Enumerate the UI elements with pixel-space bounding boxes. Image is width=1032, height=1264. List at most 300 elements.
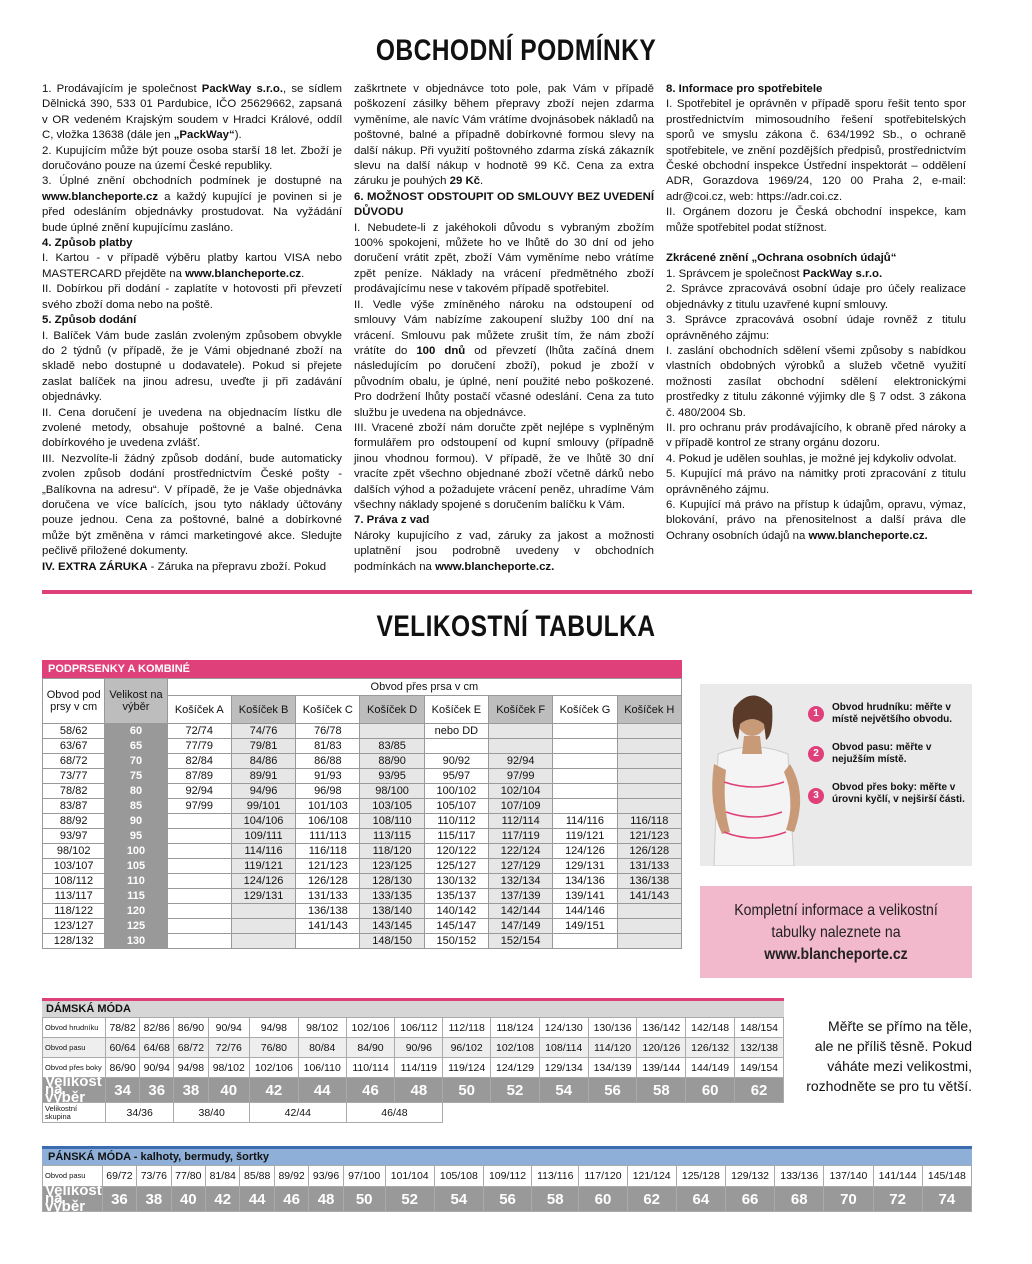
group-empty (491, 1103, 540, 1123)
cup-size-cell: 131/133 (296, 889, 360, 904)
caption-waist: Obvod pasu: měřte v nejužším místě. (832, 742, 932, 765)
cup-size-cell: 123/125 (360, 859, 424, 874)
caption-hips: Obvod přes boky: měřte v úrovni kyčlí, v nejširší části. (832, 782, 965, 805)
chest-cell: 78/82 (106, 1018, 140, 1038)
chest-cell: 94/98 (250, 1018, 299, 1038)
women-size-label: Velikost na výběr (43, 1078, 106, 1103)
chest-cell: 86/90 (174, 1018, 208, 1038)
waist-cell: 114/120 (588, 1038, 637, 1058)
underbust-cell: 103/107 (43, 859, 105, 874)
group-empty (735, 1103, 784, 1123)
note-line-3: váháte mezi velikostmi, (827, 1058, 972, 1074)
note-line-1: Měřte se přímo na těle, (828, 1018, 972, 1034)
size-cell: 120 (105, 904, 167, 919)
cup-size-cell: 97/99 (167, 799, 231, 814)
cup-size-cell (296, 934, 360, 949)
women-size-cell: 50 (443, 1078, 491, 1103)
women-size-cell: 36 (140, 1078, 174, 1103)
group-empty (588, 1103, 637, 1123)
measurement-figure (700, 684, 972, 866)
men-size-cell: 68 (775, 1187, 824, 1212)
cup-size-cell: 139/141 (553, 889, 617, 904)
waist-cell: 80/84 (298, 1038, 346, 1058)
cup-size-cell: 121/123 (617, 829, 681, 844)
hips-cell: 114/119 (395, 1058, 443, 1078)
col1-paragraph: 2. Kupujícím může být pouze osoba starší 18 let. Zboží je doručováno pouze na území České republiky. (42, 144, 342, 173)
cup-size-cell (231, 919, 295, 934)
col2-paragraph: Nároky kupujícího z vad, záruky za jakost a možnosti uplatnění jsou podrobně uvedeny v obchodních podmínkách na www.blancheporte.cz. (354, 529, 654, 573)
col2-paragraph: II. Vedle výše zmíněného nároku na odstoupení od smlouvy Vám nabízíme zakoupení služby 100 dní na vrácení. Smlouvu pak můžete zrušit tím, že nám zboží vrátíte do 100 dnů od převzetí (lhůta začíná dnem následujícím po doručení zboží), pokud je zboží v původním obalu, je úplné, není použité nebo poškozené. Pro dodržení lhůty postačí včasné odeslání. Cena za tuto službu je uvedena na objednávce. (354, 298, 655, 419)
bra-section-header: PODPRSENKY A KOMBINÉ (42, 660, 682, 678)
col3-paragraph (666, 236, 966, 251)
cup-header: Košíček H (617, 696, 681, 724)
waist-cell: 68/72 (174, 1038, 208, 1058)
note-line-2: ale ne příliš těsně. Pokud (814, 1038, 972, 1054)
cup-size-cell: 93/95 (360, 769, 424, 784)
cup-size-cell (553, 784, 617, 799)
cup-size-cell: 121/123 (296, 859, 360, 874)
col3-paragraph: 3. Správce zpracovává osobní údaje rovněž z titulu oprávněného zájmu: (666, 314, 966, 342)
underbust-cell: 93/97 (43, 829, 105, 844)
men-waist-cell: 125/128 (676, 1166, 725, 1187)
col2-paragraph: III. Vracené zboží nám doručte zpět nejlépe s vyplněným formulářem pro odstoupení od kupní smlouvy (případně jinou vhodnou formou). V případě, že ve lhůtě 30 dní vracíte zpět všechno objednané zboží včetně dárků nebo dalších výhod a požadujete vrácení peněz, uhradíme Vám všechny náklady spojené s doručením balíčku k Vám. (354, 421, 654, 511)
cup-size-cell: 138/140 (360, 904, 424, 919)
size-cell: 100 (105, 844, 167, 859)
women-size-cell: 46 (346, 1078, 395, 1103)
cup-size-cell: 119/121 (231, 859, 295, 874)
cup-size-cell: 72/74 (167, 724, 231, 739)
cup-size-cell (167, 814, 231, 829)
women-size-cell: 48 (395, 1078, 443, 1103)
hips-cell: 134/139 (588, 1058, 637, 1078)
cup-size-cell (360, 724, 424, 739)
chest-cell: 142/148 (686, 1018, 735, 1038)
waist-label: Obvod pasu (43, 1038, 106, 1058)
waist-cell: 60/64 (106, 1038, 140, 1058)
men-waist-cell: 89/92 (274, 1166, 308, 1187)
col2-paragraph: 7. Práva z vad (354, 514, 430, 527)
underbust-cell: 88/92 (43, 814, 105, 829)
men-waist-cell: 97/100 (343, 1166, 385, 1187)
cup-size-cell: 135/137 (424, 889, 488, 904)
chest-cell: 102/106 (346, 1018, 395, 1038)
cup-size-cell: 90/92 (424, 754, 488, 769)
cup-size-cell: 119/121 (553, 829, 617, 844)
cup-size-cell: 81/83 (296, 739, 360, 754)
header-velikost: Velikost na výběr (105, 679, 167, 724)
col3-paragraph: II. pro ochranu práv prodávajícího, k obraně před nároky a v případě kontrol ze strany orgánu dozoru. (666, 421, 966, 450)
terms-column-1 (42, 82, 342, 575)
group-empty (637, 1103, 686, 1123)
chest-cell: 90/94 (208, 1018, 249, 1038)
men-waist-cell: 69/72 (102, 1166, 136, 1187)
cup-size-cell: 76/78 (296, 724, 360, 739)
underbust-cell: 78/82 (43, 784, 105, 799)
underbust-cell: 63/67 (43, 739, 105, 754)
size-cell: 80 (105, 784, 167, 799)
men-size-cell: 70 (824, 1187, 873, 1212)
cup-size-cell: nebo DD (424, 724, 488, 739)
cup-size-cell: 105/107 (424, 799, 488, 814)
cup-size-cell (617, 784, 681, 799)
women-size-cell: 54 (539, 1078, 588, 1103)
col2-paragraph: zaškrtnete v objednávce toto pole, pak Vám v případě poškození zásilky během přepravy zboží nejen zdarma vyměníme, ale navíc Vám vrátíme dvojnásobek nákladů na poštovné, balné a případně dobírkovné formou slevy na další nákup. Při využití poštovného zdarma získá zákazník slevu na další nákup v hodnotě 99 Kč. Cena za extra záruku je pouhých 29 Kč. (354, 83, 654, 188)
cup-size-cell (167, 859, 231, 874)
cup-size-cell: 98/100 (360, 784, 424, 799)
cup-size-cell (231, 934, 295, 949)
col1-paragraph: 4. Způsob platby (42, 237, 133, 250)
terms-column-3 (666, 82, 966, 544)
size-table-title: VELIKOSTNÍ TABULKA (376, 610, 656, 643)
men-size-cell: 72 (873, 1187, 922, 1212)
men-waist-cell: 121/124 (627, 1166, 676, 1187)
group-label: Velikostní skupina (43, 1103, 106, 1123)
chest-label: Obvod hrudníku (43, 1018, 106, 1038)
cup-size-cell: 82/84 (167, 754, 231, 769)
waist-cell: 102/108 (491, 1038, 540, 1058)
col1-paragraph: 5. Způsob dodání (42, 314, 137, 327)
men-waist-cell: 81/84 (206, 1166, 240, 1187)
cup-size-cell: 96/98 (296, 784, 360, 799)
cup-size-cell: 134/136 (553, 874, 617, 889)
cup-size-cell: 115/117 (424, 829, 488, 844)
cup-size-cell: 140/142 (424, 904, 488, 919)
cup-header: Košíček A (167, 696, 231, 724)
underbust-cell: 118/122 (43, 904, 105, 919)
cup-size-cell (167, 874, 231, 889)
col1-paragraph: I. Balíček Vám bude zaslán zvoleným způsobem obvykle do 2 týdnů (v případě, že je Vámi objednané zboží na skladě nebo dostupné u dodavatele). Pokud si přejete zaslat balíček na jinou adresu, uveďte ji při zadávání objednávky. (42, 329, 342, 404)
cup-size-cell: 137/139 (489, 889, 553, 904)
women-size-cell: 42 (250, 1078, 299, 1103)
cup-size-cell: 111/113 (296, 829, 360, 844)
men-size-cell: 58 (532, 1187, 579, 1212)
hips-cell: 102/106 (250, 1058, 299, 1078)
info-line-1: Kompletní informace a velikostní (734, 902, 938, 919)
cup-size-cell: 97/99 (489, 769, 553, 784)
cup-size-cell (489, 739, 553, 754)
group-cell: 46/48 (346, 1103, 443, 1123)
hips-cell: 98/102 (208, 1058, 249, 1078)
cup-size-cell (167, 829, 231, 844)
col1-paragraph: I. Kartou - v případě výběru platby kartou VISA nebo MASTERCARD přejděte na www.blancheporte.cz. (42, 252, 342, 280)
men-waist-cell: 141/144 (873, 1166, 922, 1187)
cup-size-cell: 152/154 (489, 934, 553, 949)
men-size-cell: 62 (627, 1187, 676, 1212)
size-cell: 90 (105, 814, 167, 829)
cup-size-cell: 148/150 (360, 934, 424, 949)
chest-cell: 106/112 (395, 1018, 443, 1038)
cup-size-cell (617, 934, 681, 949)
men-size-cell: 66 (725, 1187, 774, 1212)
col3-paragraph: Zkrácené znění „Ochrana osobních údajů“ (666, 252, 897, 265)
cup-header: Košíček E (424, 696, 488, 724)
waist-cell: 108/114 (539, 1038, 588, 1058)
cup-size-cell (553, 769, 617, 784)
women-section-header: DÁMSKÁ MÓDA (42, 998, 784, 1017)
cup-header: Košíček F (489, 696, 553, 724)
women-size-cell: 58 (637, 1078, 686, 1103)
cup-size-cell: 74/76 (231, 724, 295, 739)
women-size-table (42, 1017, 784, 1123)
cup-size-cell: 131/133 (617, 859, 681, 874)
men-size-cell: 46 (274, 1187, 308, 1212)
waist-cell: 120/126 (637, 1038, 686, 1058)
cup-size-cell (553, 739, 617, 754)
info-box (700, 886, 972, 978)
men-waist-cell: 73/76 (137, 1166, 171, 1187)
cup-size-cell: 116/118 (617, 814, 681, 829)
men-size-cell: 44 (240, 1187, 274, 1212)
cup-size-cell: 95/97 (424, 769, 488, 784)
group-cell: 34/36 (106, 1103, 174, 1123)
cup-size-cell: 114/116 (231, 844, 295, 859)
women-section (42, 998, 784, 1123)
cup-size-cell (167, 889, 231, 904)
men-waist-label: Obvod pasu (43, 1166, 103, 1187)
underbust-cell: 98/102 (43, 844, 105, 859)
cup-size-cell (167, 844, 231, 859)
women-size-cell: 62 (735, 1078, 784, 1103)
waist-cell: 76/80 (250, 1038, 299, 1058)
cup-size-cell: 122/124 (489, 844, 553, 859)
cup-size-cell: 150/152 (424, 934, 488, 949)
col3-paragraph: 2. Správce zpracovává osobní údaje pro účely realizace objednávky z titulu uzavřené kupní smlouvy. (666, 283, 966, 311)
size-cell: 95 (105, 829, 167, 844)
cup-size-cell: 133/135 (360, 889, 424, 904)
terms-title: OBCHODNÍ PODMÍNKY (375, 34, 657, 67)
chest-cell: 112/118 (443, 1018, 491, 1038)
cup-size-cell: 88/90 (360, 754, 424, 769)
men-size-cell: 52 (385, 1187, 434, 1212)
cup-size-cell (167, 919, 231, 934)
men-size-cell: 56 (483, 1187, 531, 1212)
waist-cell: 90/96 (395, 1038, 443, 1058)
women-size-cell: 38 (174, 1078, 208, 1103)
hips-cell: 129/134 (539, 1058, 588, 1078)
men-size-cell: 36 (102, 1187, 136, 1212)
cup-size-cell (553, 724, 617, 739)
cup-size-cell: 91/93 (296, 769, 360, 784)
cup-size-cell: 128/130 (360, 874, 424, 889)
col1-paragraph: III. Nezvolíte-li žádný způsob dodání, bude automaticky zvolen způsob dodání prostřednictvím České pošty - „Balíkovna na adresu“. V případě, že je Vaše objednávka doručena ve více balících, jsou tyto náklady účtovány pouze jednou. Cena za poštovné, balné a dobírkovné může být změněna v rámci marketingové akce. Sledujte pečlivě přiložené dokumenty. (42, 452, 342, 558)
cup-size-cell: 149/151 (553, 919, 617, 934)
cup-size-cell: 126/128 (617, 844, 681, 859)
cup-size-cell: 129/131 (231, 889, 295, 904)
cup-size-cell: 79/81 (231, 739, 295, 754)
women-size-cell: 34 (106, 1078, 140, 1103)
men-section (42, 1146, 972, 1215)
cup-size-cell (424, 739, 488, 754)
cup-size-cell (617, 904, 681, 919)
waist-cell: 126/132 (686, 1038, 735, 1058)
cup-size-cell: 94/96 (231, 784, 295, 799)
group-cell: 38/40 (174, 1103, 250, 1123)
hips-cell: 94/98 (174, 1058, 208, 1078)
size-cell: 130 (105, 934, 167, 949)
terms-columns (42, 82, 972, 582)
cup-size-cell: 120/122 (424, 844, 488, 859)
cup-size-cell (553, 799, 617, 814)
size-cell: 115 (105, 889, 167, 904)
cup-size-cell: 86/88 (296, 754, 360, 769)
col3-paragraph: 6. Kupující má právo na přístup k údajům, opravu, výmaz, blokování, právo na přenositelnost a další práva dle Ochrany osobních údajů na www.blancheporte.cz. (666, 498, 966, 542)
women-size-cell: 44 (298, 1078, 346, 1103)
cup-size-cell: 99/101 (231, 799, 295, 814)
cup-size-cell: 124/126 (231, 874, 295, 889)
women-size-cell: 56 (588, 1078, 637, 1103)
cup-size-cell: 102/104 (489, 784, 553, 799)
waist-cell: 96/102 (443, 1038, 491, 1058)
cup-size-cell (489, 724, 553, 739)
cup-size-cell (617, 769, 681, 784)
men-waist-cell: 109/112 (483, 1166, 531, 1187)
col3-paragraph: 1. Správcem je společnost PackWay s.r.o. (666, 267, 883, 280)
info-link[interactable]: www.blancheporte.cz (764, 946, 908, 963)
men-section-header: PÁNSKÁ MÓDA - kalhoty, bermudy, šortky (42, 1146, 972, 1165)
men-waist-cell: 77/80 (171, 1166, 205, 1187)
cup-size-cell: 92/94 (489, 754, 553, 769)
note-line-4: rozhodněte se pro tu větší. (806, 1078, 972, 1094)
hips-cell: 149/154 (735, 1058, 784, 1078)
col1-paragraph: 1. Prodávajícím je společnost PackWay s.r.o., se sídlem Dělnická 390, 533 01 Pardubice, IČO 25629662, zapsaná v OR vedeném Krajským soudem v Hradci Králové, oddíl C, vložka 13638 (dále jen „PackWay“). (42, 83, 343, 142)
cup-size-cell: 77/79 (167, 739, 231, 754)
men-waist-cell: 105/108 (434, 1166, 483, 1187)
cup-header: Košíček C (296, 696, 360, 724)
women-size-cell: 40 (208, 1078, 249, 1103)
col3-paragraph: 8. Informace pro spotřebitele (666, 83, 823, 95)
cup-size-cell: 103/105 (360, 799, 424, 814)
col1-paragraph: IV. EXTRA ZÁRUKA - Záruka na přepravu zboží. Pokud (42, 560, 327, 573)
cup-size-cell (617, 754, 681, 769)
hips-cell: 86/90 (106, 1058, 140, 1078)
hips-cell: 110/114 (346, 1058, 395, 1078)
cup-size-cell: 112/114 (489, 814, 553, 829)
cup-size-cell (553, 934, 617, 949)
cup-size-cell: 84/86 (231, 754, 295, 769)
cup-size-cell: 92/94 (167, 784, 231, 799)
col3-paragraph: 5. Kupující má právo na námitky proti zpracování z titulu oprávněného zájmu. (666, 468, 966, 496)
underbust-cell: 68/72 (43, 754, 105, 769)
cup-size-cell: 144/146 (553, 904, 617, 919)
waist-cell: 64/68 (140, 1038, 174, 1058)
women-size-cell: 60 (686, 1078, 735, 1103)
chest-cell: 148/154 (735, 1018, 784, 1038)
size-cell: 75 (105, 769, 167, 784)
size-cell: 85 (105, 799, 167, 814)
men-size-cell: 64 (676, 1187, 725, 1212)
cup-size-cell: 145/147 (424, 919, 488, 934)
men-size-cell: 60 (579, 1187, 627, 1212)
cup-size-cell (617, 739, 681, 754)
group-cell: 42/44 (250, 1103, 347, 1123)
hips-label: Obvod přes boky (43, 1058, 106, 1078)
men-waist-cell: 85/88 (240, 1166, 274, 1187)
col3-paragraph: II. Orgánem dozoru je Česká obchodní inspekce, kam může spotřebitel podat stížnost. (666, 206, 966, 234)
cup-size-cell: 89/91 (231, 769, 295, 784)
cup-size-cell: 141/143 (296, 919, 360, 934)
hips-cell: 90/94 (140, 1058, 174, 1078)
cup-size-cell: 100/102 (424, 784, 488, 799)
col2-paragraph: 6. MOŽNOST ODSTOUPIT OD SMLOUVY BEZ UVEDENÍ DŮVODU (354, 190, 654, 219)
pink-divider (42, 590, 972, 594)
underbust-cell: 123/127 (43, 919, 105, 934)
cup-size-cell (617, 919, 681, 934)
underbust-cell: 128/132 (43, 934, 105, 949)
size-cell: 65 (105, 739, 167, 754)
size-cell: 60 (105, 724, 167, 739)
col1-paragraph: 3. Úplné znění obchodních podmínek je dostupné na www.blancheporte.cz a každý kupující je povinen si je před odesláním objednávky prostudovat. Na vyžádání bude úplné znění kupujícímu zasláno. (42, 175, 342, 234)
chest-cell: 130/136 (588, 1018, 637, 1038)
cup-header: Košíček G (553, 696, 617, 724)
group-empty (443, 1103, 491, 1123)
marker-1-icon: 1 (808, 706, 824, 722)
men-size-cell: 54 (434, 1187, 483, 1212)
cup-size-cell: 142/144 (489, 904, 553, 919)
col3-paragraph: 4. Pokud je udělen souhlas, je možné jej kdykoliv odvolat. (666, 452, 957, 465)
cup-size-cell (231, 904, 295, 919)
underbust-cell: 73/77 (43, 769, 105, 784)
chest-cell: 136/142 (637, 1018, 686, 1038)
chest-cell: 118/124 (491, 1018, 540, 1038)
cup-size-cell: 109/111 (231, 829, 295, 844)
cup-size-cell (617, 724, 681, 739)
header-obvod-pod: Obvod pod prsy v cm (43, 679, 105, 724)
cup-size-cell: 127/129 (489, 859, 553, 874)
men-size-cell: 50 (343, 1187, 385, 1212)
cup-size-cell: 118/120 (360, 844, 424, 859)
cup-size-cell: 130/132 (424, 874, 488, 889)
cup-size-cell: 116/118 (296, 844, 360, 859)
hips-cell: 144/149 (686, 1058, 735, 1078)
cup-size-cell: 87/89 (167, 769, 231, 784)
men-size-cell: 74 (922, 1187, 971, 1212)
men-waist-cell: 133/136 (775, 1166, 824, 1187)
cup-size-cell: 132/134 (489, 874, 553, 889)
cup-size-cell: 129/131 (553, 859, 617, 874)
cup-size-cell (167, 934, 231, 949)
cup-size-cell: 106/108 (296, 814, 360, 829)
waist-cell: 72/76 (208, 1038, 249, 1058)
cup-header: Košíček B (231, 696, 295, 724)
hips-cell: 124/129 (491, 1058, 540, 1078)
cup-size-cell: 126/128 (296, 874, 360, 889)
hips-cell: 119/124 (443, 1058, 491, 1078)
cup-size-cell: 101/103 (296, 799, 360, 814)
marker-3-icon: 3 (808, 788, 824, 804)
group-empty (539, 1103, 588, 1123)
measure-note (788, 1016, 972, 1096)
cup-size-cell: 104/106 (231, 814, 295, 829)
cup-size-cell: 107/109 (489, 799, 553, 814)
waist-cell: 132/138 (735, 1038, 784, 1058)
chest-cell: 124/130 (539, 1018, 588, 1038)
cup-size-cell (167, 904, 231, 919)
cup-size-cell: 108/110 (360, 814, 424, 829)
size-cell: 70 (105, 754, 167, 769)
header-obvod-pres: Obvod přes prsa v cm (167, 679, 681, 696)
men-size-cell: 48 (309, 1187, 343, 1212)
cup-size-cell: 147/149 (489, 919, 553, 934)
cup-size-cell: 136/138 (617, 874, 681, 889)
hips-cell: 106/110 (298, 1058, 346, 1078)
men-waist-cell: 93/96 (309, 1166, 343, 1187)
size-cell: 125 (105, 919, 167, 934)
waist-cell: 84/90 (346, 1038, 395, 1058)
cup-size-cell: 124/126 (553, 844, 617, 859)
men-waist-cell: 145/148 (922, 1166, 971, 1187)
underbust-cell: 108/112 (43, 874, 105, 889)
men-size-label: Velikost na výběr (43, 1187, 103, 1212)
